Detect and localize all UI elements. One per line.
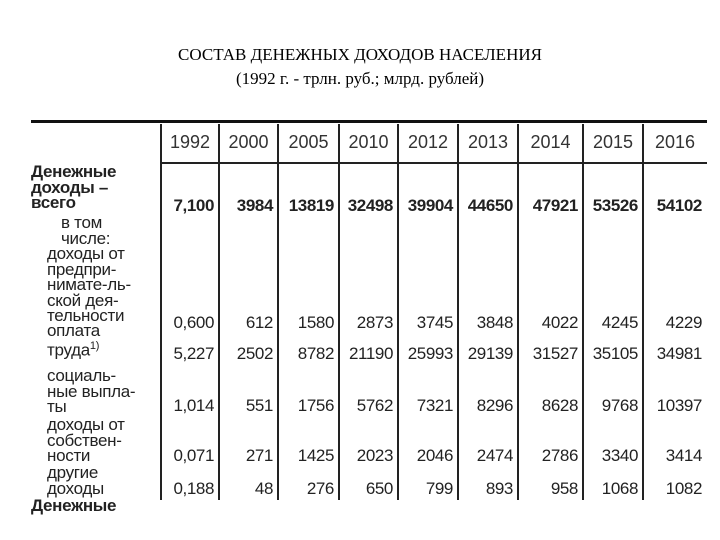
table-cell: 0,071 [173, 446, 214, 465]
table-cell: 9768 [601, 396, 638, 415]
year-header: 1992 [169, 132, 211, 152]
table-cell: 650 [365, 479, 393, 498]
table-cell: 271 [245, 446, 273, 465]
row-label [31, 465, 163, 496]
table-cell: 551 [245, 396, 273, 415]
table-cell: 893 [485, 479, 513, 498]
row-label [31, 368, 163, 415]
table-cell: 0,600 [173, 313, 214, 332]
row-label-line: тельности [47, 306, 125, 325]
year-header: 2000 [228, 132, 269, 152]
table-cell: 4022 [541, 313, 578, 332]
table-cell: 5762 [356, 396, 393, 415]
table-cell: 7321 [416, 396, 453, 415]
row-label-line: в том [61, 213, 102, 232]
year-header: 2014 [530, 132, 571, 152]
table-cell: 276 [306, 479, 334, 498]
table-cell: 2023 [356, 446, 393, 465]
table-cell: 44650 [467, 196, 513, 215]
row-label-line: другие [47, 463, 99, 482]
table-cell: 3340 [601, 446, 638, 465]
table-cell: 2873 [356, 313, 393, 332]
table-cell: 799 [425, 479, 453, 498]
table-header-rule [161, 162, 707, 164]
table-cell: 1756 [297, 396, 334, 415]
row-label-line: ты [47, 397, 67, 416]
year-header: 2013 [467, 132, 509, 152]
year-header: 2015 [592, 132, 634, 152]
row-label-line: числе: [61, 228, 111, 248]
table-cell: 3745 [416, 313, 453, 332]
row-label-line: ской дея- [47, 290, 119, 310]
year-header: 2012 [407, 132, 449, 152]
row-label-line: ности [47, 446, 91, 465]
row-label-line: предпри- [47, 259, 117, 279]
page-title: СОСТАВ ДЕНЕЖНЫХ ДОХОДОВ НАСЕЛЕНИЯ [178, 45, 542, 64]
table-cell: 7,100 [173, 196, 214, 215]
table-cell: 2786 [541, 446, 578, 465]
row-label-line: доходы [47, 478, 104, 498]
row-label [31, 164, 163, 211]
row-label-line: социаль- [47, 366, 116, 385]
table-cell: 3414 [665, 446, 702, 465]
table-cell: 1082 [665, 479, 702, 498]
table-cell: 1580 [297, 313, 334, 332]
footnote-marker: 1) [89, 339, 100, 352]
table-cell: 8782 [297, 344, 334, 363]
table-cell: 2502 [236, 344, 273, 363]
row-label [31, 215, 163, 324]
table-top-rule [31, 120, 707, 123]
table-cell: 1,014 [173, 396, 214, 415]
table-cell: 53526 [592, 196, 638, 215]
year-header: 2016 [654, 132, 696, 152]
table-cell: 35105 [592, 344, 638, 363]
table-cell: 8296 [476, 396, 513, 415]
column-divider [218, 124, 220, 500]
row-label-line: собствен- [47, 430, 122, 450]
table-cell: 48 [254, 479, 273, 498]
table-cell: 4245 [601, 313, 638, 332]
row-label-line: Денежные [31, 496, 117, 515]
row-label-line: доходы от [47, 415, 125, 434]
column-divider [457, 124, 459, 500]
table-cell: 34981 [656, 344, 702, 363]
row-label [31, 417, 163, 464]
table-cell: 0,188 [173, 479, 214, 498]
column-divider [517, 124, 519, 500]
table-cell: 21190 [348, 344, 393, 363]
row-label-line: ные выпла- [47, 381, 136, 401]
column-divider [338, 124, 340, 500]
row-label-line: доходы – [31, 177, 109, 197]
row-label-line: оплата [47, 321, 100, 340]
column-divider [582, 124, 584, 500]
row-label-line: всего [31, 193, 76, 212]
table-cell: 8628 [541, 396, 578, 415]
table-cell: 3848 [476, 313, 513, 332]
row-label-line: труда$^{1)}$ [47, 339, 100, 360]
year-header: 2010 [348, 132, 389, 152]
row-label [31, 323, 163, 358]
row-label-line: Денежные [31, 162, 117, 181]
table-cell: 13819 [288, 196, 334, 215]
table-cell: 1068 [601, 479, 638, 498]
table-cell: 25993 [407, 344, 453, 363]
table-cell: 47921 [532, 196, 578, 215]
table-cell: 39904 [407, 196, 453, 215]
year-header: 2005 [288, 132, 329, 152]
row-label [31, 498, 163, 514]
table-cell: 54102 [656, 196, 702, 215]
column-divider [277, 124, 279, 500]
table-cell: 29139 [467, 344, 513, 363]
column-divider [397, 124, 399, 500]
table-cell: 31527 [532, 344, 578, 363]
table-cell: 5,227 [173, 344, 214, 363]
table-cell: 3984 [236, 196, 273, 215]
page-subtitle: (1992 г. - трлн. руб.; млрд. рублей) [235, 69, 485, 88]
row-label-line: доходы от [47, 244, 125, 263]
table-cell: 2046 [416, 446, 453, 465]
table-cell: 612 [245, 313, 273, 332]
row-label-line: нимате-ль- [47, 275, 131, 294]
table-cell: 958 [550, 479, 578, 498]
table-cell: 32498 [347, 196, 393, 215]
table-cell: 10397 [656, 396, 702, 415]
income-table [31, 120, 707, 515]
table-cell: 4229 [665, 313, 702, 332]
column-divider [642, 124, 644, 500]
table-cell: 2474 [476, 446, 513, 465]
table-cell: 1425 [297, 446, 334, 465]
